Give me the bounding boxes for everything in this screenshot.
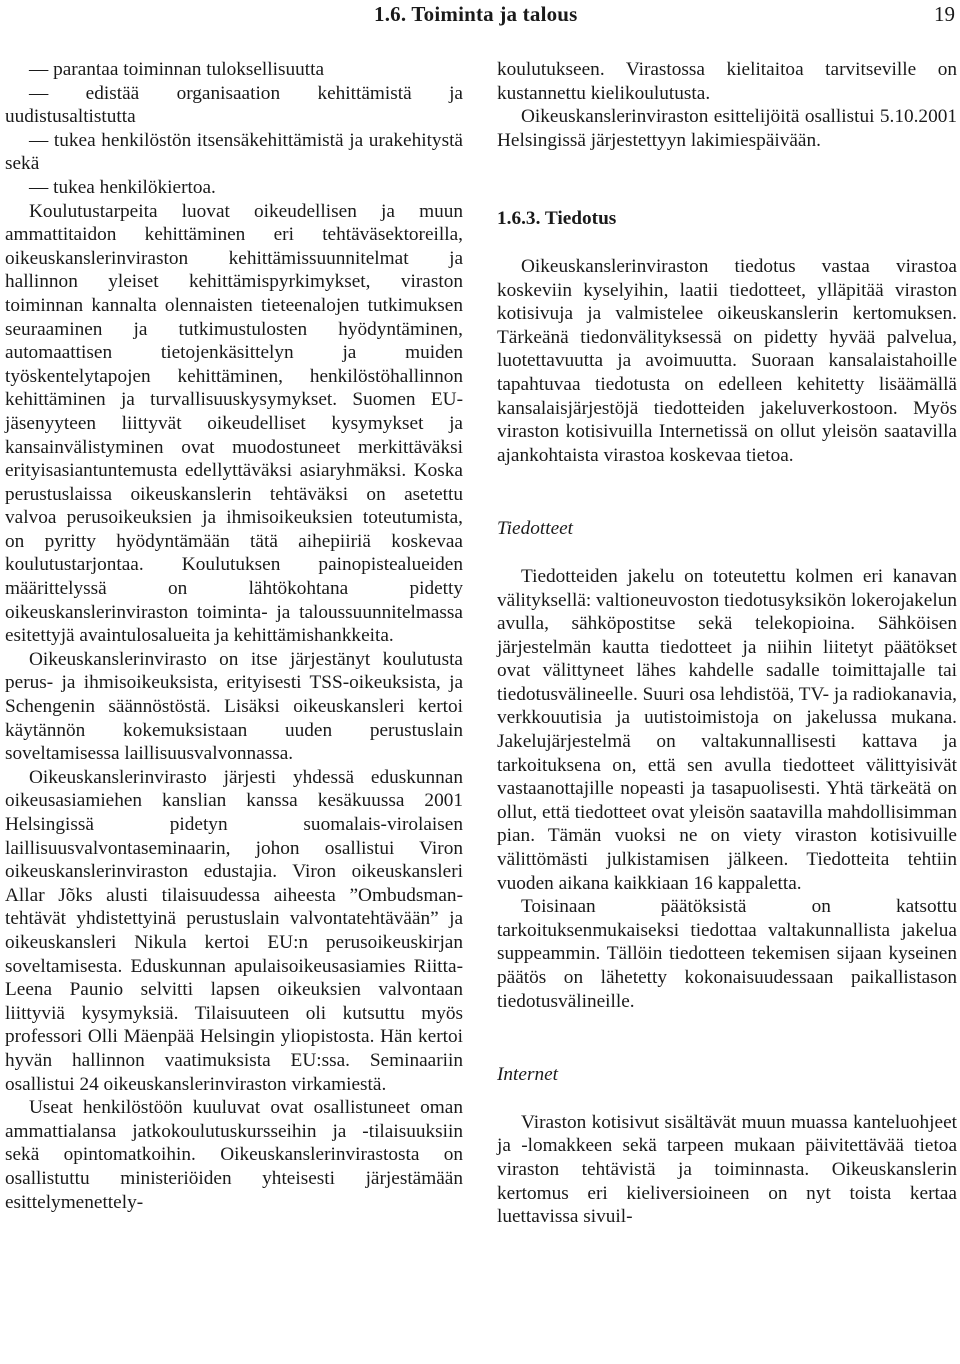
bullet-item-3: — tukea henkilöstön itsensäkehittämistä ja urakehitystä sekä [5, 129, 463, 175]
left-paragraph-3: Oikeuskanslerinvirasto järjesti yhdessä eduskunnan oikeusasiamiehen kanslian kanssa kesäkuussa 2001 Helsingissä pidetyn suomalais-virolaisen laillisuusvalvontaseminaarin, johon osallistui Viron oikeuskanslerinviraston edustajia. Viron oikeuskansleri Allar Jõks alusti tilaisuudessa aiheesta ”Ombudsman-tehtävät yhdistettyinä perustuslain valvontatehtävään” ja oikeuskansleri Nikula kertoi EU:n perusoikeuskirjan soveltamisesta. Eduskunnan apulaisoikeusasiamies Riitta-Leena Paunio selvitti lapsen oikeuksien valvontaan liittyviä kysymyksiä. Tilaisuuteen oli kutsuttu myös professori Olli Mäenpää Helsingin yliopistosta. Hän kertoi hyvän hallinnon vaatimuksista EU:ssa. Seminaariin osallistui 24 oikeuskanslerinviraston virkamiestä. [5, 766, 463, 1095]
subheading-tiedotteet: Tiedotteet [497, 518, 574, 540]
right-column [497, 58, 957, 1229]
left-paragraph-2: Oikeuskanslerinvirasto on itse järjestänyt koulutusta perus- ja ihmisoikeuksista, erityisesti TSS-oikeuksista, ja Schengenin säännöstöstä. Lisäksi oikeuskansleri kertoi käytännön kokemuksistaan uuden perustuslain soveltamisessa laillisuusvalvonnassa. [5, 648, 463, 765]
bullet-item-2: — edistää organisaation kehittämistä ja uudistusaltistutta [5, 82, 463, 128]
left-column [5, 58, 463, 1214]
tiedotteet-paragraph-2: Toisinaan päätöksistä on katsottu tarkoituksenmukaiseksi tiedottaa valtakunnallista jakelua suppeammin. Tällöin tiedotteen tekemisen sijaan kyseinen päätös on lähetetty kokonaisuudessaan paikallistason tiedotusvälineille. [497, 896, 957, 1012]
right-intro-paragraph-1: koulutukseen. Virastossa kielitaitoa tarvitseville on kustannettu kielikoulutusta. [497, 59, 957, 104]
internet-paragraph: Viraston kotisivut sisältävät muun muassa kanteluohjeet ja -lomakkeen sekä tarpeen mukaan päivitettävää tietoa viraston tehtävistä ja toiminnasta. Oikeuskanslerin kertomus eri kieliversioineen on nyt toista kertaa luettavissa sivuil- [497, 1111, 957, 1228]
bullet-item-4: — tukea henkilökiertoa. [29, 176, 216, 198]
left-paragraph-4: Useat henkilöstöön kuuluvat ovat osallistuneet oman ammattialansa jatkokoulutuskursseihin ja -tilaisuuksiin sekä opintomatkoihin. Oikeuskanslerinvirastosta on osallistuttu ministeriöiden yhteisesti järjestämään esittelymenettely- [5, 1097, 463, 1213]
page-number: 19 [934, 2, 955, 26]
tiedotus-paragraph: Oikeuskanslerinviraston tiedotus vastaa virastoa koskeviin kyselyihin, laatii tiedotteet, ylläpitää viraston kotisivuja ja valmistelee oikeuskanslerin kertomuksen. Tärkeänä tiedonvälityksessä on pidetty hyvää palvelua, luotettavuutta ja avoimuutta. Suoraan kansalaistahoille tapahtuvaa tiedotusta on edelleen kehitetty lisäämällä kansalaisjärjestöjä tiedotteiden jakeluverkostoon. Myös viraston kotisivuilla Internetissä on ollut yleisön saatavilla ajankohtaista virastoa koskevaa tietoa. [497, 255, 957, 466]
right-intro-paragraph-2: Oikeuskanslerinviraston esittelijöitä osallistui 5.10.2001 Helsingissä järjestettyyn lakimiespäivään. [497, 106, 957, 151]
tiedotteet-paragraph-1: Tiedotteiden jakelu on toteutettu kolmen eri kanavan välityksellä: valtioneuvoston tiedotusyksikön lokerojakelun avulla, sähköpostitse sekä telekopioina. Sähköisen järjestelmän kautta tiedotteet ja niihin liitetyt päätökset ovat välittyneet lähes kahdelle sadalle toimittajalle tai tiedotusvälineelle. Suuri osa lehdistöä, TV- ja radiokanavia, verkkouutisia ja uutistoimistoja on jakelussa mukana. Jakelujärjestelmä on valtakunnallisesti kattava ja tarkoituksena on, että sen avulla tiedotteet välittyisivät vastaanottajille nopeasti ja tasapuolisesti. Yhtä tärkeätä on ollut, että tiedotteet ovat yleisön saatavilla mahdollisimman pian. Tämän vuoksi ne on viety viraston kotisivuille välittömästi julkistamisen jälkeen. Tiedotteita tehtiin vuoden aikana kaikkiaan 16 kappaletta. [497, 565, 958, 894]
left-paragraph-1: Koulutustarpeita luovat oikeudellisen ja muun ammattitaidon kehittäminen eri tehtäväsektoreilla, oikeuskanslerinviraston kehittämissuunnitelmat ja hallinnon yleiset kehittämispyrkimykset, viraston toiminnan kannalta olennaisten tieteenalojen tutkimuksen seuraaminen ja tutkimustulosten hyödyntäminen, automaattisen tietojenkäsittelyn ja muiden työskentelytapojen kehittäminen, henkilöstöhallinnon kehittäminen ja turvallisuuskysymykset. Suomen EU-jäsenyyteen liittyvät oikeudelliset kysymykset ja kansainvälistyminen ovat muodostuneet merkittäväksi erityisasiantuntemusta edellyttäväksi asiaryhmäksi. Koska perustuslaissa oikeuskanslerin tehtäväksi on asetettu valvoa perusoikeuksien ja ihmisoikeuksien toteutumista, on pyritty hyödyntämään tätä aihepiiriä koskevaa koulutustarjontaa. Koulutuksen painopistealueiden määrittelyssä on lähtökohtana pidetty oikeuskanslerinviraston toiminta- ja taloussuunnitelmassa esitettyjä avaintulosalueita ja kehittämishankkeita. [5, 200, 463, 647]
running-header-title: 1.6. Toiminta ja talous [374, 2, 578, 26]
section-heading-tiedotus: 1.6.3. Tiedotus [497, 208, 617, 230]
page-header [0, 2, 960, 26]
bullet-item-1: — parantaa toiminnan tuloksellisuutta [29, 59, 325, 80]
subheading-internet: Internet [497, 1064, 559, 1086]
